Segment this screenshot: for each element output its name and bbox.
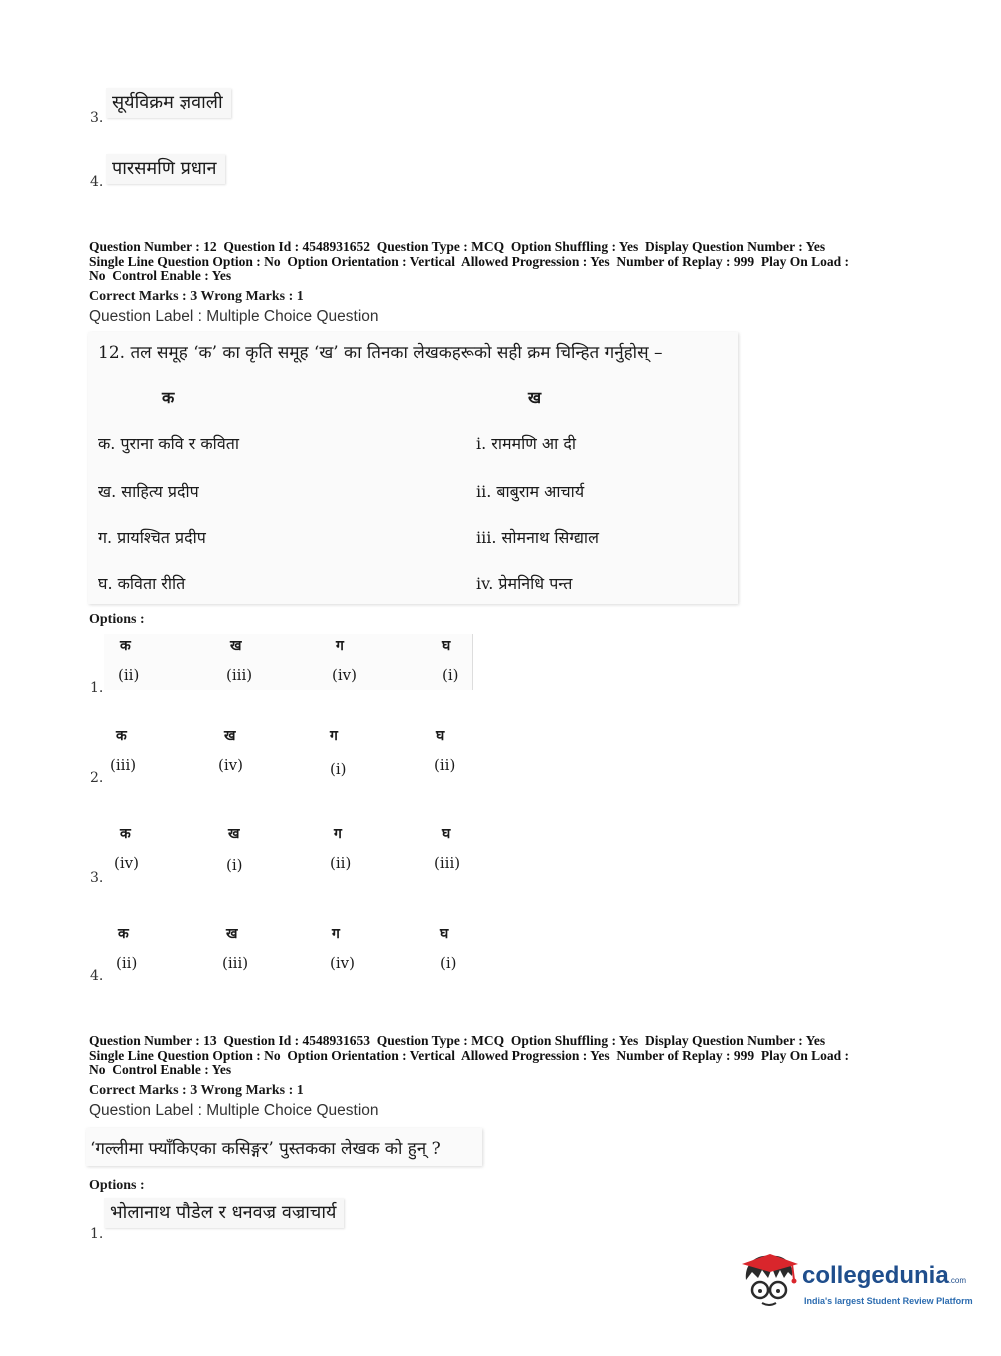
prev-option-3[interactable] — [88, 86, 288, 126]
grid-header: ख — [224, 728, 236, 744]
grid-value: (iv) — [332, 666, 357, 684]
option-number: 4. — [90, 968, 104, 984]
grid-value: (iii) — [110, 756, 137, 774]
column-b-item: iv. प्रेमनिधि पन्त — [476, 574, 573, 593]
grid-value: (i) — [440, 954, 457, 972]
q13-marks: Correct Marks : 3 Wrong Marks : 1 — [89, 1083, 304, 1098]
logo-tld: .com — [948, 1276, 967, 1285]
logo-tagline: India's largest Student Review Platform — [804, 1296, 973, 1306]
grid-value: (i) — [442, 666, 459, 684]
logo-wordmark: collegedunia — [802, 1262, 949, 1289]
grid-value: (iv) — [218, 756, 243, 774]
q13-metadata: Question Number : 13 Question Id : 4548931653 Question Type : MCQ Option Shuffling : Yes Display Question Number : Yes Single Line Question Option : No Option Orientation : Vertical Allowed Progression : Yes Number of Replay : 999 Play On Load : No Control Enable : Yes — [89, 1033, 850, 1077]
q13-question-box — [86, 1128, 482, 1166]
grid-header: क — [120, 826, 131, 842]
grid-header: घ — [436, 728, 445, 744]
grid-header: ग — [330, 728, 338, 744]
grid-value: (ii) — [434, 756, 456, 774]
q13-label: Question Label : Multiple Choice Question — [89, 1102, 379, 1119]
grid-header: क — [116, 728, 127, 744]
grid-value: (ii) — [118, 666, 140, 684]
q12-question-text: 12. तल समूह ‘क’ का कृति समूह ‘ख’ का तिनका लेखकहरूको सही क्रम चिन्हित गर्नुहोस् – — [98, 343, 663, 363]
q12-options-label: Options : — [89, 612, 145, 627]
grid-header: ग — [332, 926, 340, 942]
option-number: 3. — [90, 110, 104, 126]
option-number: 2. — [90, 770, 104, 786]
grid-value: (ii) — [330, 854, 352, 872]
prev-option-4[interactable] — [88, 152, 288, 192]
q12-label: Question Label : Multiple Choice Question — [89, 308, 379, 325]
q12-option-1[interactable] — [88, 630, 473, 696]
option-number: 4. — [90, 174, 104, 190]
logo-name — [802, 1262, 966, 1290]
column-a-item: क. पुराना कवि र कविता — [98, 434, 239, 453]
option-text: भोलानाथ पौडेल र धनवज्र वज्राचार्य — [104, 1198, 344, 1228]
grid-header: ख — [228, 826, 240, 842]
option-text: पारसमणि प्रधान — [106, 154, 225, 184]
q13-option-1[interactable] — [88, 1196, 358, 1242]
grid-value: (i) — [330, 760, 347, 778]
grid-header: घ — [440, 926, 449, 942]
column-a-item: घ. कविता रीति — [98, 574, 186, 593]
q12-option-4[interactable] — [88, 920, 473, 986]
grid-header: क — [120, 638, 131, 654]
q12-marks: Correct Marks : 3 Wrong Marks : 1 — [89, 289, 304, 304]
option-number: 1. — [90, 680, 104, 696]
q13-question-text: ‘गल्लीमा फ्याँकिएका कसिङ्गर’ पुस्तकका लेखक को हुन् ? — [90, 1139, 441, 1159]
grid-header: ग — [334, 826, 342, 842]
grid-value: (iii) — [222, 954, 249, 972]
q12-metadata: Question Number : 12 Question Id : 4548931652 Question Type : MCQ Option Shuffling : Yes Display Question Number : Yes Single Line Question Option : No Option Orientation : Vertical Allowed Progression : Yes Number of Replay : 999 Play On Load : No Control Enable : Yes — [89, 239, 850, 283]
grid-header: ख — [230, 638, 242, 654]
grid-value: (iii) — [226, 666, 253, 684]
grid-value: (iv) — [330, 954, 355, 972]
column-b-heading: ख — [528, 388, 542, 407]
option-text: सूर्यविक्रम ज्ञवाली — [106, 88, 231, 118]
column-b-item: iii. सोमनाथ सिग्द्याल — [476, 528, 599, 547]
grid-header: घ — [442, 638, 451, 654]
collegedunia-logo[interactable] — [740, 1250, 972, 1312]
grid-header: क — [118, 926, 129, 942]
q12-question-box — [88, 332, 738, 604]
option-grid — [104, 822, 472, 878]
option-number: 1. — [90, 1226, 104, 1242]
grid-value: (iii) — [434, 854, 461, 872]
grid-header: ग — [336, 638, 344, 654]
grid-header: घ — [442, 826, 451, 842]
q12-option-3[interactable] — [88, 818, 473, 888]
column-b-item: ii. बाबुराम आचार्य — [476, 482, 585, 501]
mascot-icon — [740, 1250, 802, 1312]
option-number: 3. — [90, 870, 104, 886]
grid-value: (i) — [226, 856, 243, 874]
grid-value: (iv) — [114, 854, 139, 872]
grid-value: (ii) — [116, 954, 138, 972]
option-grid — [104, 922, 472, 978]
column-b-item: i. राममणि आ दी — [476, 434, 576, 453]
column-a-heading: क — [162, 388, 175, 407]
q12-option-2[interactable] — [88, 720, 473, 786]
q13-options-label: Options : — [89, 1178, 145, 1193]
column-a-item: ग. प्रायश्चित प्रदीप — [98, 528, 206, 547]
grid-header: ख — [226, 926, 238, 942]
option-grid — [104, 724, 472, 780]
column-a-item: ख. साहित्य प्रदीप — [98, 482, 199, 501]
option-grid — [104, 634, 473, 690]
